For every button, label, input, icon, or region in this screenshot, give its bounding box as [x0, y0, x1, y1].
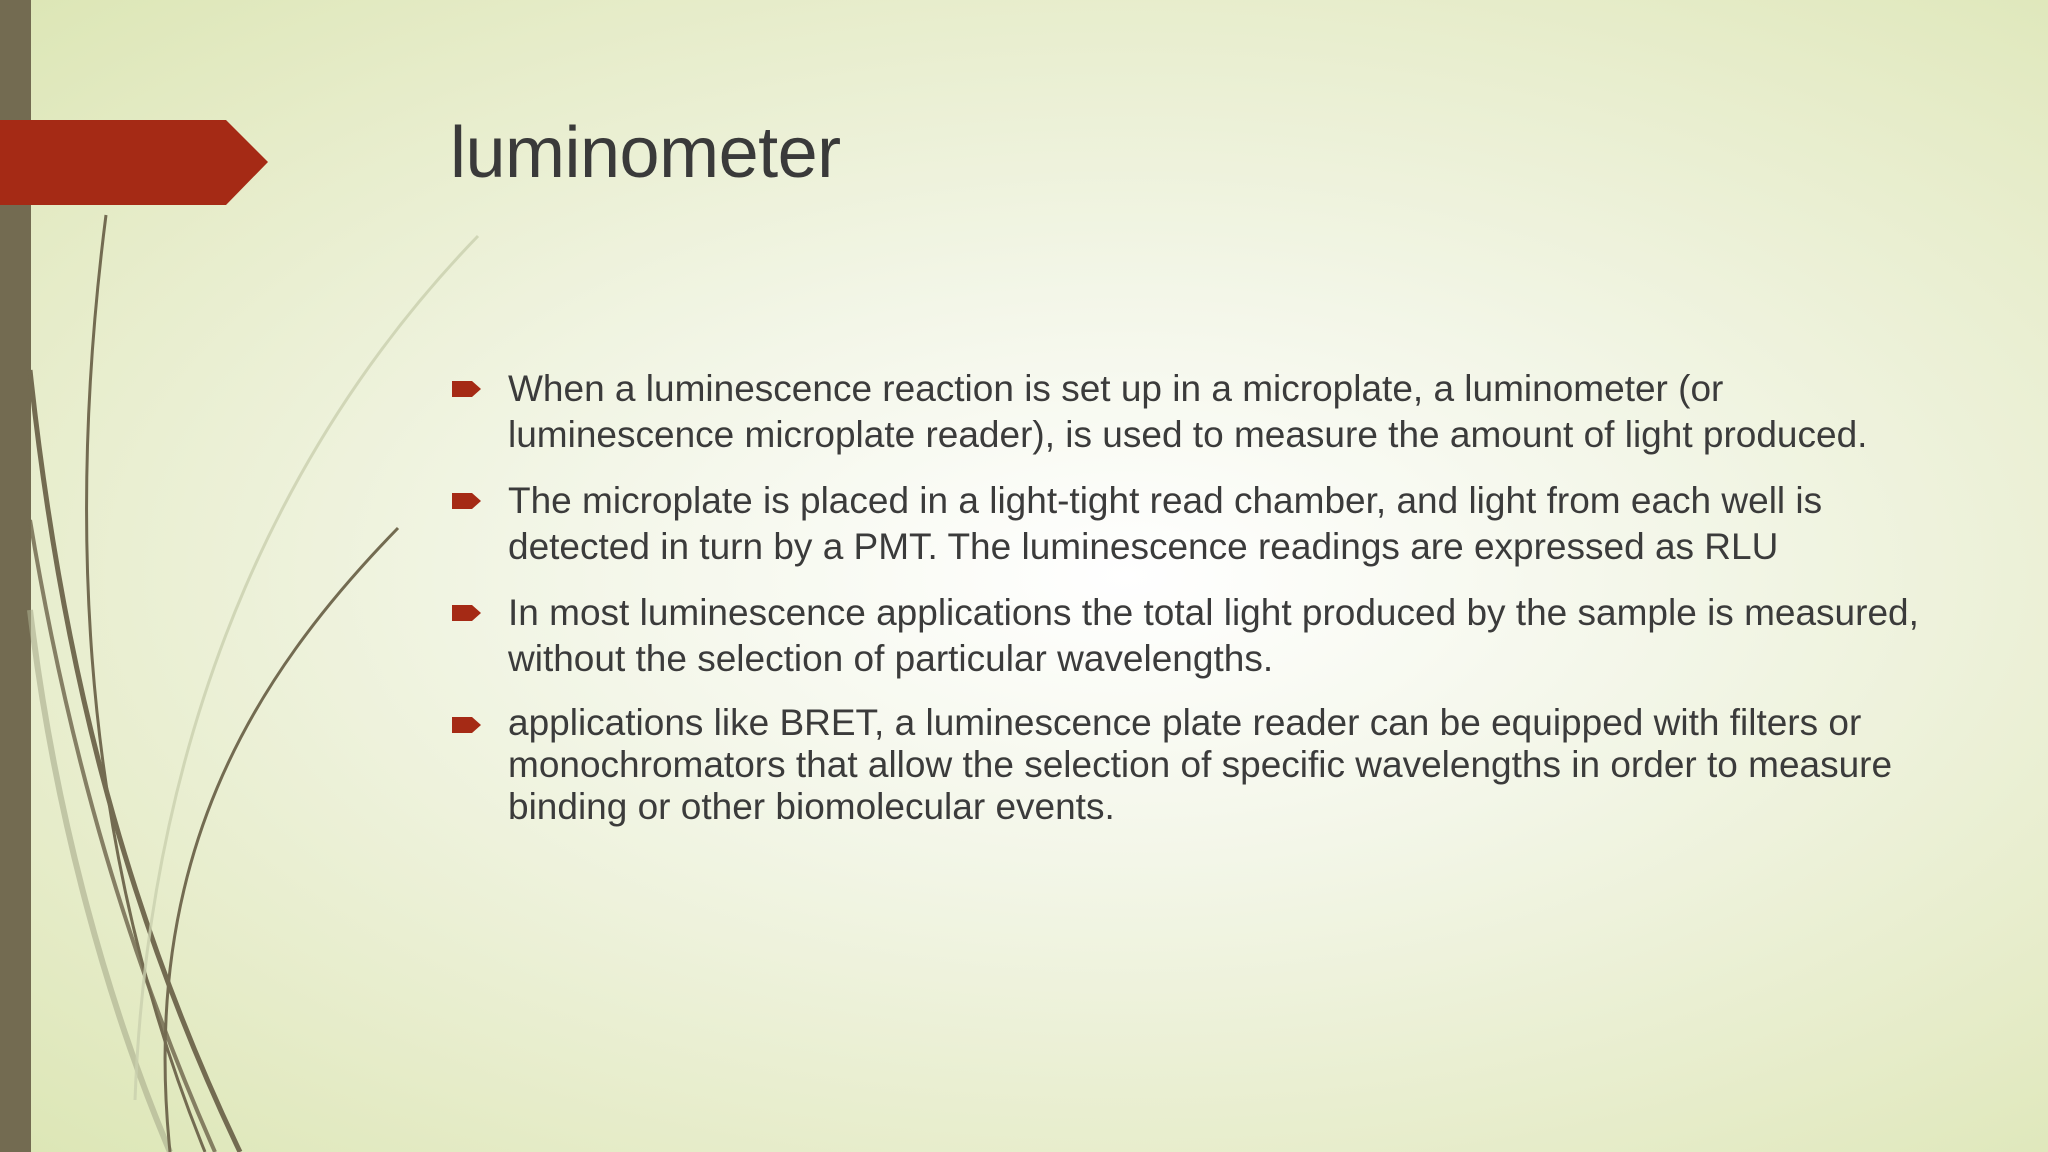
- arrow-bullet-icon: [452, 716, 482, 734]
- arrow-bullet-icon: [452, 604, 482, 622]
- slide-title: luminometer: [450, 113, 841, 193]
- arrow-bullet-icon: [452, 380, 482, 398]
- bullet-list: [448, 366, 1928, 848]
- arrow-bullet-icon: [452, 492, 482, 510]
- bullet-item: [448, 366, 1928, 458]
- bullet-text: In most luminescence applications the total light produced by the sample is measured, without the selection of particular wavelengths.: [508, 592, 1919, 679]
- bullet-text: applications like BRET, a luminescence plate reader can be equipped with filters or monochromators that allow the selection of specific wavelengths in order to measure binding or other biomolecular events.: [508, 702, 1893, 827]
- bullet-item: [448, 702, 1928, 828]
- bullet-text: The microplate is placed in a light-tight read chamber, and light from each well is detected in turn by a PMT. The luminescence readings are expressed as RLU: [508, 480, 1823, 567]
- title-accent-tab: [0, 120, 268, 205]
- bullet-item: [448, 590, 1928, 682]
- bullet-item: [448, 478, 1928, 570]
- bullet-text: When a luminescence reaction is set up in a microplate, a luminometer (or luminescence microplate reader), is used to measure the amount of light produced.: [508, 368, 1868, 455]
